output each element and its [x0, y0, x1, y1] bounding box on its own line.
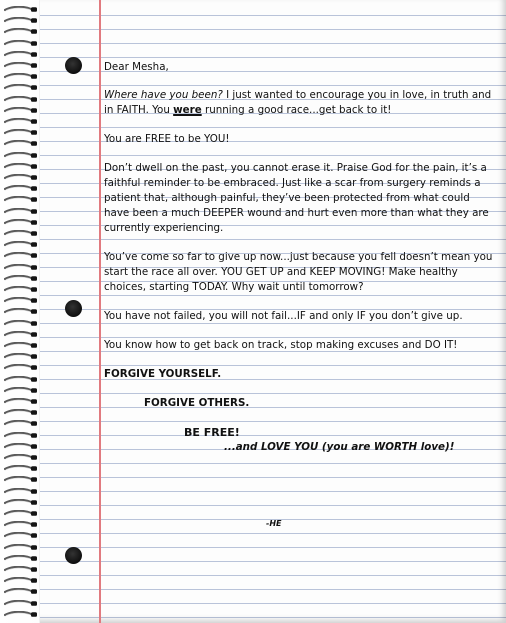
punch-hole-bottom — [65, 547, 82, 564]
spiral-coil — [4, 454, 38, 461]
spiral-coil — [4, 297, 38, 304]
spiral-coil — [4, 96, 38, 103]
spiral-coil — [4, 532, 38, 539]
love-you-line: ...and LOVE YOU (you are WORTH love)! — [224, 441, 455, 453]
be-free: BE FREE! — [184, 426, 240, 439]
spiral-coil — [4, 488, 38, 495]
spiral-coil — [4, 510, 38, 517]
paragraph-6: You know how to get back on track, stop making excuses and DO IT! — [104, 339, 458, 351]
spiral-coil — [4, 555, 38, 562]
forgive-yourself: FORGIVE YOURSELF. — [104, 368, 222, 380]
spiral-coil — [4, 174, 38, 181]
spiral-coil — [4, 6, 38, 13]
spiral-coil — [4, 129, 38, 136]
spiral-coil — [4, 275, 38, 282]
spiral-coil — [4, 264, 38, 271]
underlined-word: were — [173, 104, 202, 116]
spiral-coil — [4, 376, 38, 383]
spiral-coil — [4, 600, 38, 607]
spiral-coil — [4, 28, 38, 35]
greeting: Dear Mesha, — [104, 61, 169, 73]
spiral-coil — [4, 398, 38, 405]
spiral-coil — [4, 465, 38, 472]
spiral-coil — [4, 308, 38, 315]
spiral-coil — [4, 118, 38, 125]
letter-body — [104, 60, 496, 455]
spiral-coil — [4, 342, 38, 349]
spiral-coil — [4, 577, 38, 584]
spiral-coil — [4, 219, 38, 226]
spiral-coil — [4, 499, 38, 506]
spiral-coil — [4, 40, 38, 47]
margin-line — [99, 0, 101, 623]
spiral-coil — [4, 17, 38, 24]
spiral-coil — [4, 185, 38, 192]
spiral-binding — [0, 0, 40, 623]
paragraph-5: You have not failed, you will not fail...IF and only IF you don’t give up. — [104, 310, 463, 322]
spiral-coil — [4, 252, 38, 259]
spiral-coil — [4, 196, 38, 203]
question-italic: Where have you been? — [104, 89, 223, 101]
spiral-coil — [4, 353, 38, 360]
spiral-coil — [4, 163, 38, 170]
spiral-coil — [4, 140, 38, 147]
spiral-coil — [4, 566, 38, 573]
spiral-coil — [4, 588, 38, 595]
forgive-others: FORGIVE OTHERS. — [144, 397, 250, 409]
spiral-coil — [4, 331, 38, 338]
spiral-coil — [4, 544, 38, 551]
spiral-coil — [4, 443, 38, 450]
spiral-coil — [4, 286, 38, 293]
spiral-coil — [4, 320, 38, 327]
spiral-coil — [4, 208, 38, 215]
punch-hole-top — [65, 57, 82, 74]
spiral-coil — [4, 241, 38, 248]
spiral-coil — [4, 84, 38, 91]
spiral-coil — [4, 432, 38, 439]
paragraph-3: Don’t dwell on the past, you cannot erase it. Praise God for the pain, it’s a faithful reminder to be embraced. Just like a scar from surgery reminds a patient that, although painful, they’ve been protected from what could have been a much DEEPER wound and hurt even more than what they are currently experiencing. — [104, 162, 489, 234]
spiral-coil — [4, 611, 38, 618]
paragraph-4: You’ve come so far to give up now...just because you fell doesn’t mean you start the race all over. YOU GET UP and KEEP MOVING! Make healthy choices, starting TODAY. Why wait until tomorrow? — [104, 251, 493, 293]
paragraph-2: You are FREE to be YOU! — [104, 133, 230, 145]
spiral-coil — [4, 152, 38, 159]
spiral-coil — [4, 62, 38, 69]
punch-hole-middle — [65, 300, 82, 317]
spiral-coil — [4, 51, 38, 58]
spiral-coil — [4, 521, 38, 528]
spiral-coil — [4, 409, 38, 416]
spiral-coil — [4, 420, 38, 427]
spiral-coil — [4, 107, 38, 114]
signature: -HE — [266, 519, 282, 528]
spiral-coil — [4, 230, 38, 237]
spiral-coil — [4, 476, 38, 483]
spiral-coil — [4, 364, 38, 371]
paragraph-1 — [104, 88, 496, 118]
spiral-coil — [4, 73, 38, 80]
paragraph-1-text-b: running a good race...get back to it! — [201, 104, 392, 116]
paragraph-1-text-a: I just wanted to encourage you in love, in truth and in FAITH. You — [104, 89, 492, 116]
spiral-coil — [4, 387, 38, 394]
